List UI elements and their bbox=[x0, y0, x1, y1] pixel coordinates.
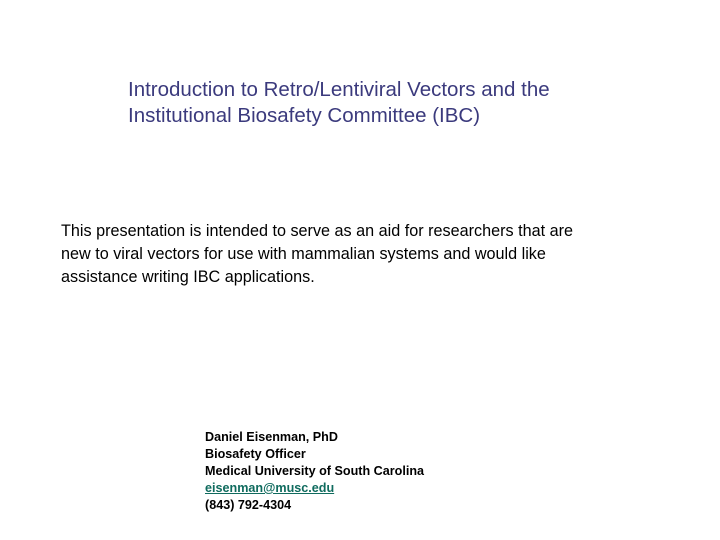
contact-role: Biosafety Officer bbox=[205, 447, 306, 461]
contact-email-link[interactable]: eisenman@musc.edu bbox=[205, 481, 335, 495]
slide-title-line-1: Introduction to Retro/Lentiviral Vectors and the bbox=[128, 78, 550, 101]
contact-organization: Medical University of South Carolina bbox=[205, 464, 425, 478]
intro-paragraph bbox=[61, 220, 681, 289]
slide-title-line-2: Institutional Biosafety Committee (IBC) bbox=[128, 104, 481, 127]
contact-phone: (843) 792-4304 bbox=[205, 498, 292, 512]
contact-name: Daniel Eisenman, PhD bbox=[205, 430, 338, 444]
intro-line-2: new to viral vectors for use with mammalian systems and would like bbox=[61, 245, 546, 263]
intro-line-3: assistance writing IBC applications. bbox=[61, 268, 315, 286]
intro-line-1: This presentation is intended to serve as an aid for researchers that are bbox=[61, 222, 573, 240]
slide-title bbox=[128, 77, 708, 129]
contact-block bbox=[205, 429, 605, 514]
